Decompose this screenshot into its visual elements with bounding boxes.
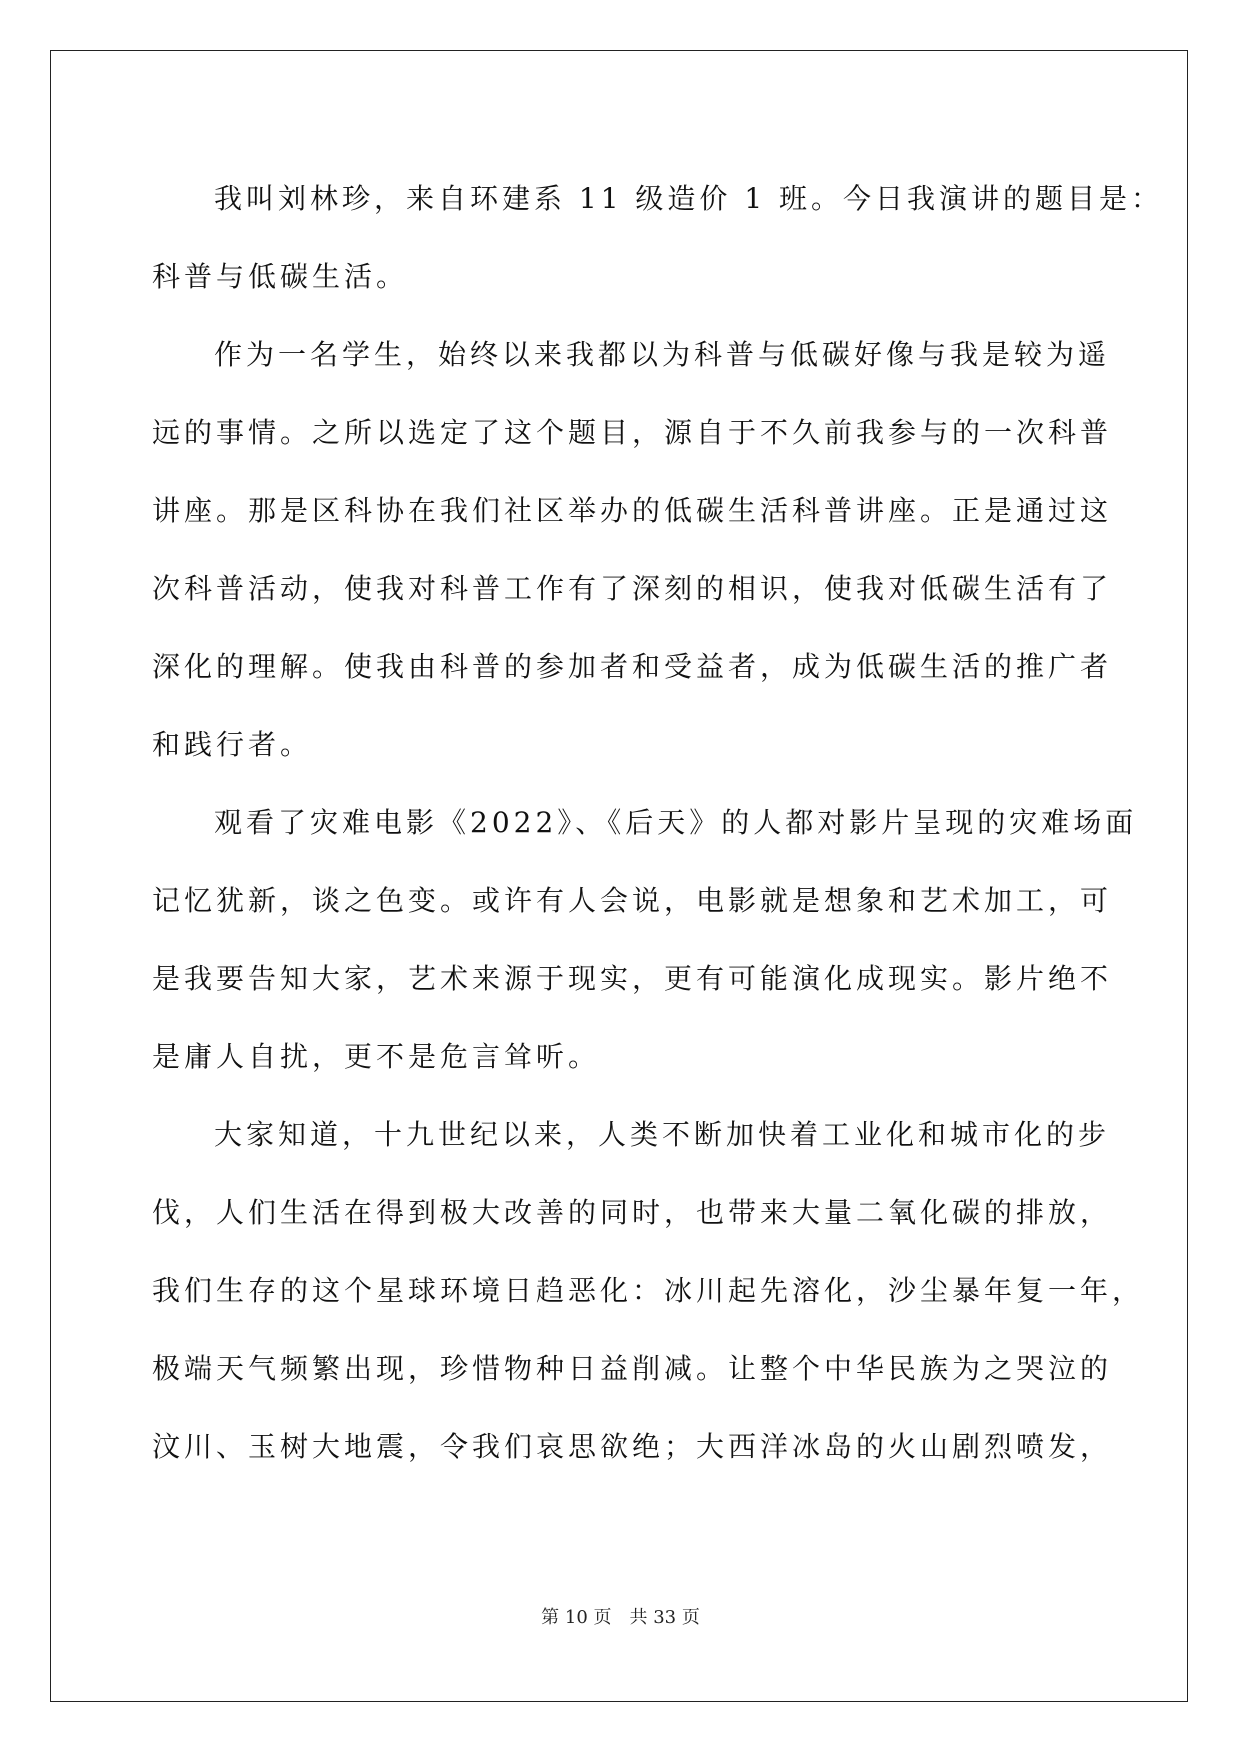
text-line: 是庸人自扰，更不是危言耸听。 <box>152 1040 601 1073</box>
text-line: 我们生存的这个星球环境日趋恶化：冰川起先溶化，沙尘暴年复一年， <box>152 1274 1145 1307</box>
text-line: 深化的理解。使我由科普的参加者和受益者，成为低碳生活的推广者 <box>152 650 1113 683</box>
page-number-footer: 第 10 页 共 33 页 <box>541 1607 700 1628</box>
text-line: 作为一名学生，始终以来我都以为科普与低碳好像与我是较为遥 <box>214 338 1111 371</box>
text-line: 我叫刘林珍，来自环建系 11 级造价 1 班。今日我演讲的题目是： <box>214 182 1164 215</box>
text-line: 科普与低碳生活。 <box>152 260 409 293</box>
text-line: 极端天气频繁出现，珍惜物种日益削减。让整个中华民族为之哭泣的 <box>152 1352 1113 1385</box>
text-line: 远的事情。之所以选定了这个题目，源自于不久前我参与的一次科普 <box>152 416 1113 449</box>
document-body <box>152 160 1164 1486</box>
text-line: 大家知道，十九世纪以来，人类不断加快着工业化和城市化的步 <box>214 1118 1111 1151</box>
text-line: 观看了灾难电影《2022》、《后天》的人都对影片呈现的灾难场面 <box>214 806 1138 839</box>
text-line: 汶川、玉树大地震，令我们哀思欲绝；大西洋冰岛的火山剧烈喷发， <box>152 1430 1113 1463</box>
text-line: 是我要告知大家，艺术来源于现实，更有可能演化成现实。影片绝不 <box>152 962 1113 995</box>
text-line: 伐，人们生活在得到极大改善的同时，也带来大量二氧化碳的排放， <box>152 1196 1113 1229</box>
text-line: 和践行者。 <box>152 728 313 761</box>
text-line: 次科普活动，使我对科普工作有了深刻的相识，使我对低碳生活有了 <box>152 572 1113 605</box>
text-line: 讲座。那是区科协在我们社区举办的低碳生活科普讲座。正是通过这 <box>152 494 1113 527</box>
text-line: 记忆犹新，谈之色变。或许有人会说，电影就是想象和艺术加工，可 <box>152 884 1113 917</box>
